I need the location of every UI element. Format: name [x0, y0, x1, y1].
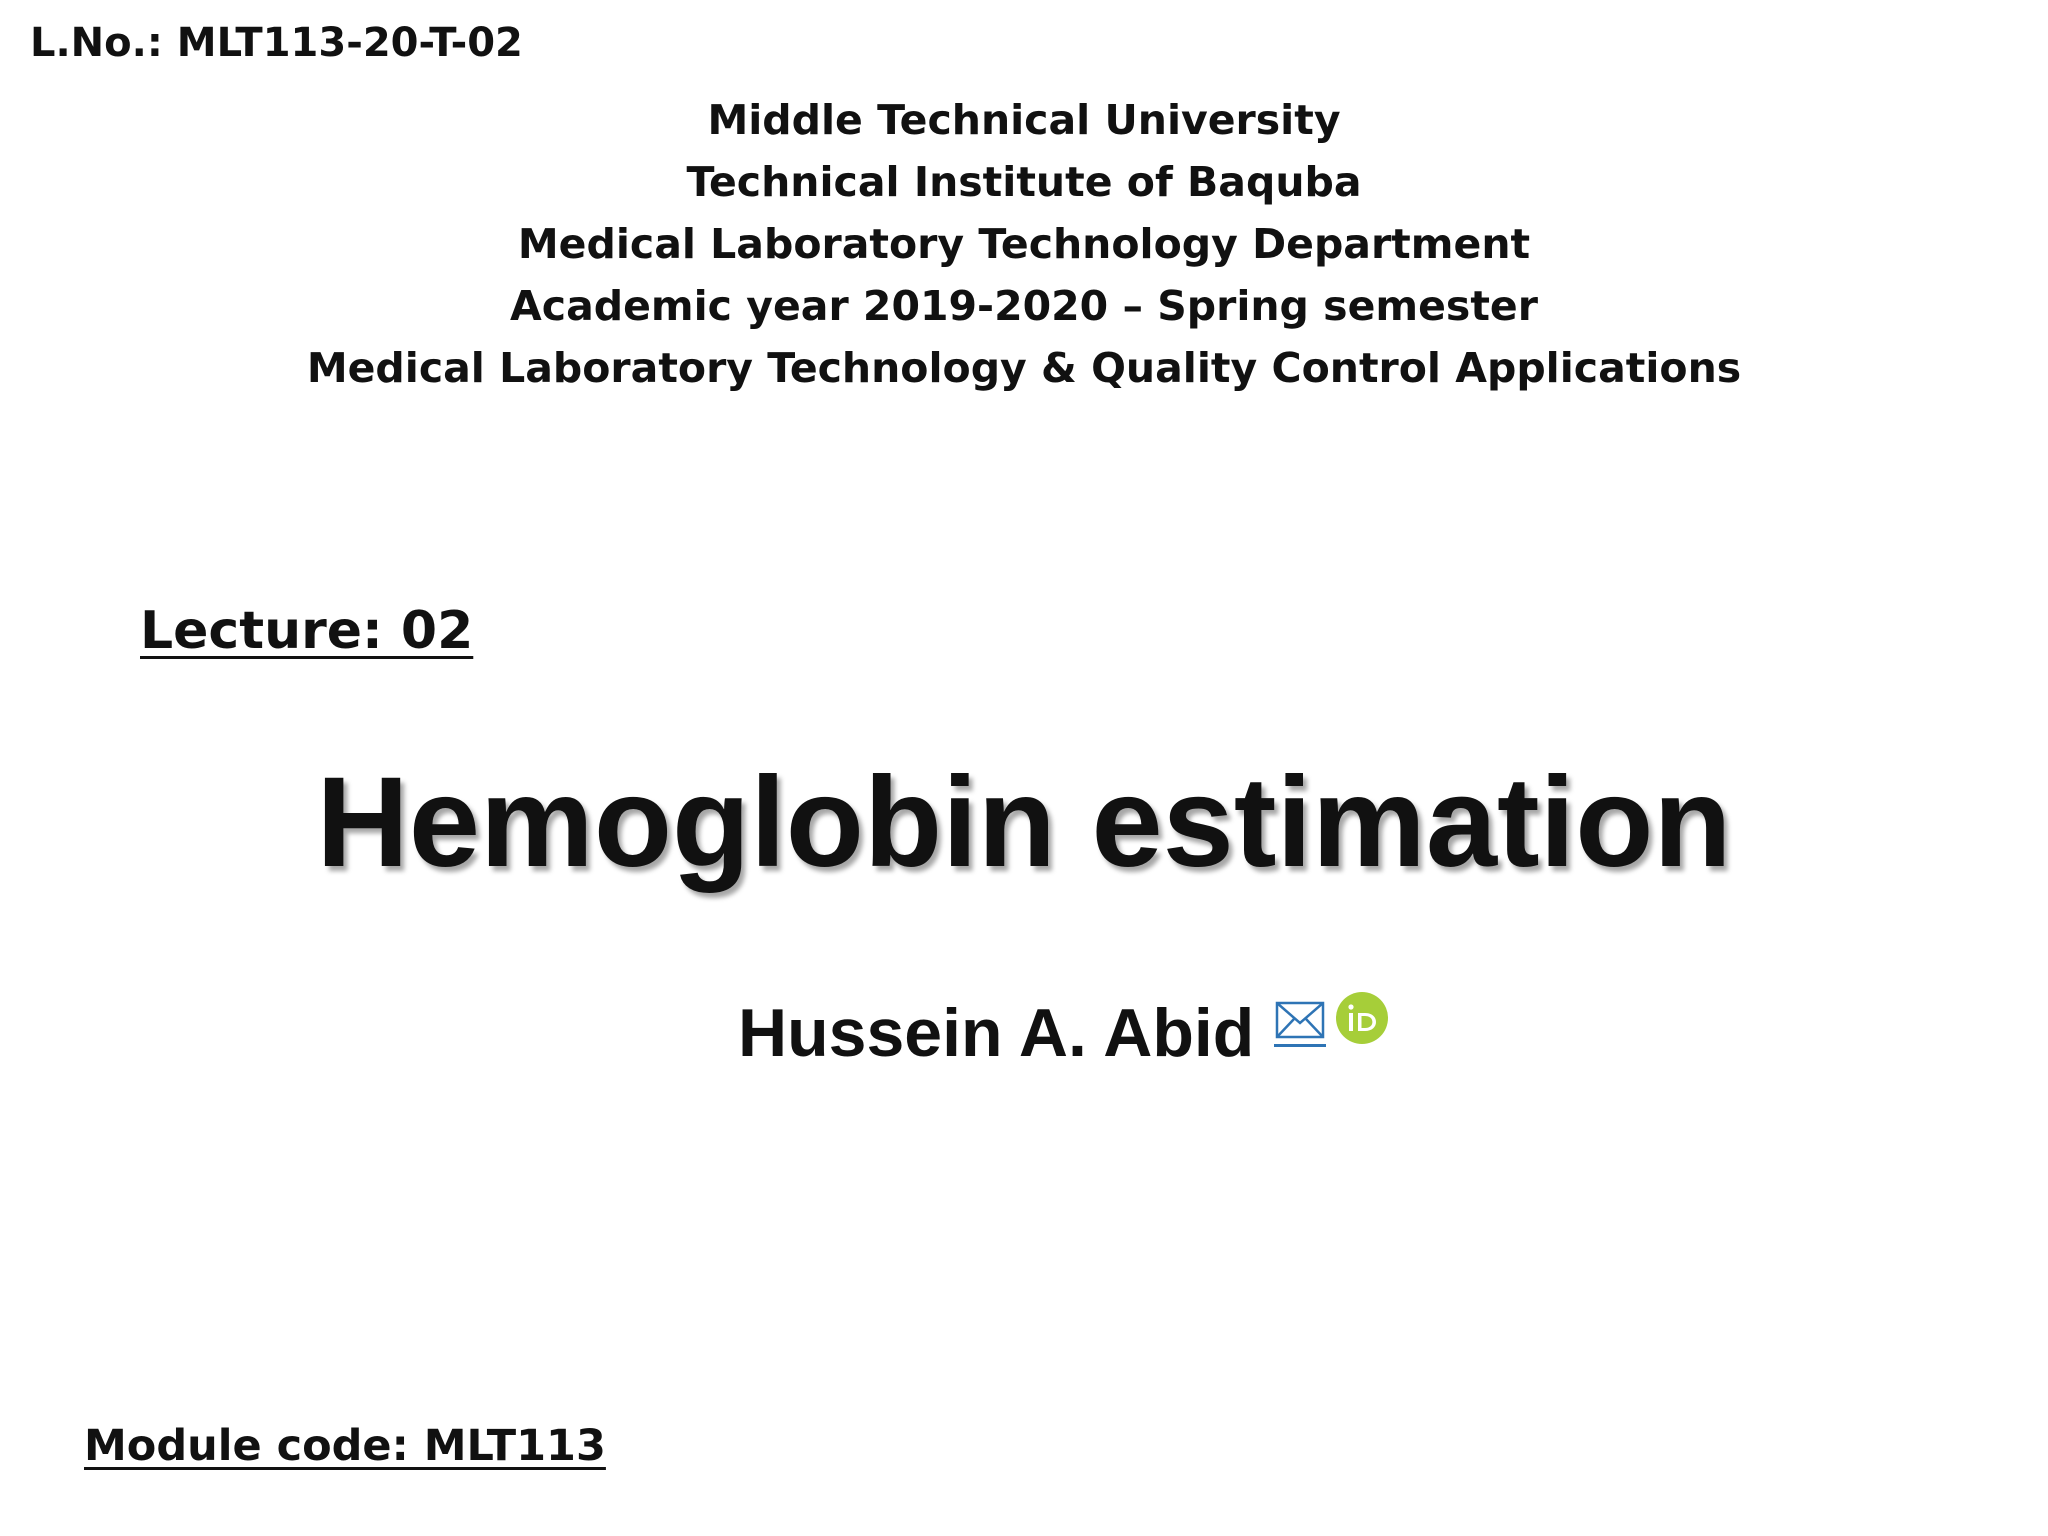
author-name: Hussein A. Abid: [738, 995, 1255, 1071]
author-row: [738, 988, 1388, 1078]
orcid-icon[interactable]: [1336, 992, 1388, 1044]
institution-header: [0, 89, 2048, 399]
lecture-heading: Lecture: 02: [140, 601, 474, 661]
module-code: Module code: MLT113: [84, 1421, 606, 1471]
slide-title: Hemoglobin estimation: [316, 751, 1732, 894]
university-name: Middle Technical University: [707, 96, 1341, 144]
lecture-number-label: L.No.: MLT113-20-T-02: [30, 20, 523, 66]
course-name: Medical Laboratory Technology & Quality Control Applications: [306, 344, 1742, 392]
envelope-icon[interactable]: [1274, 998, 1326, 1047]
department-name: Medical Laboratory Technology Department: [517, 220, 1531, 268]
academic-year: Academic year 2019-2020 – Spring semester: [510, 282, 1538, 330]
institute-name: Technical Institute of Baquba: [686, 158, 1362, 206]
